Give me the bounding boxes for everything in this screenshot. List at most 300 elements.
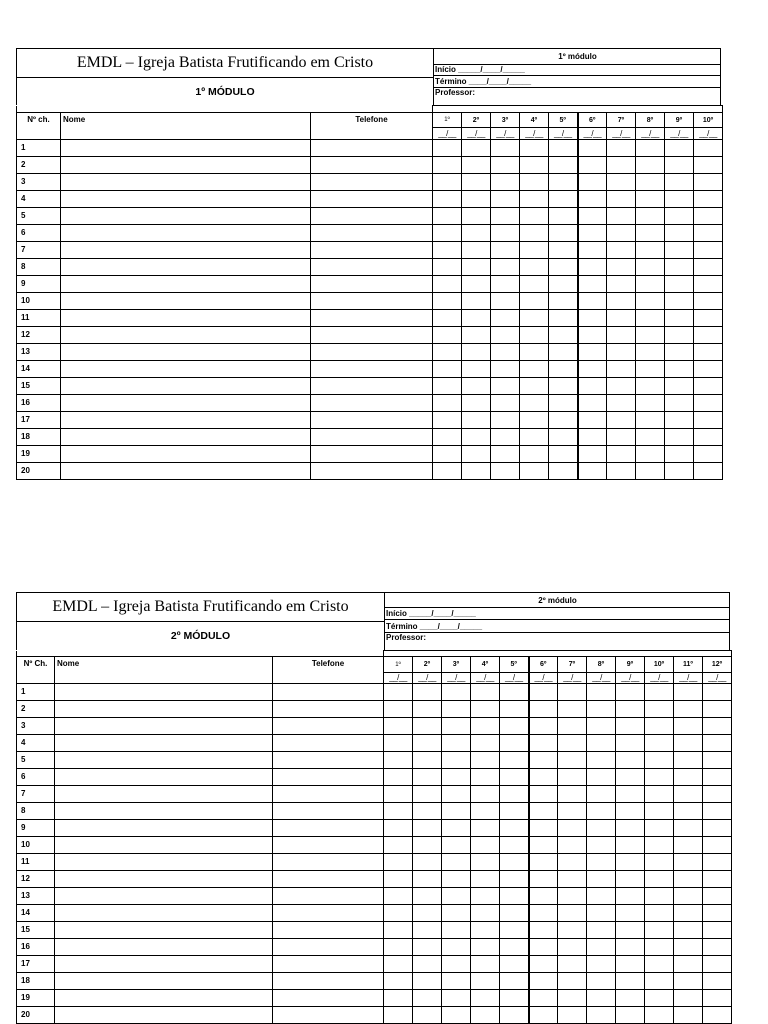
- attendance-cell[interactable]: [665, 293, 694, 310]
- attendance-cell[interactable]: [433, 191, 462, 208]
- lesson-date-field[interactable]: __/__: [665, 128, 694, 140]
- attendance-cell[interactable]: [529, 769, 558, 786]
- attendance-cell[interactable]: [529, 786, 558, 803]
- attendance-cell[interactable]: [703, 854, 732, 871]
- lesson-date-field[interactable]: __/__: [674, 673, 703, 684]
- attendance-cell[interactable]: [703, 684, 732, 701]
- attendance-cell[interactable]: [549, 378, 578, 395]
- student-phone-cell[interactable]: [311, 446, 433, 463]
- attendance-cell[interactable]: [462, 378, 491, 395]
- student-name-cell[interactable]: [61, 276, 311, 293]
- attendance-cell[interactable]: [529, 922, 558, 939]
- attendance-cell[interactable]: [645, 769, 674, 786]
- attendance-cell[interactable]: [674, 684, 703, 701]
- attendance-cell[interactable]: [578, 412, 607, 429]
- attendance-cell[interactable]: [462, 174, 491, 191]
- attendance-cell[interactable]: [500, 786, 529, 803]
- attendance-cell[interactable]: [500, 1007, 529, 1024]
- attendance-cell[interactable]: [607, 225, 636, 242]
- attendance-cell[interactable]: [703, 990, 732, 1007]
- attendance-cell[interactable]: [549, 259, 578, 276]
- attendance-cell[interactable]: [462, 361, 491, 378]
- attendance-cell[interactable]: [491, 276, 520, 293]
- attendance-cell[interactable]: [442, 905, 471, 922]
- attendance-cell[interactable]: [491, 140, 520, 157]
- attendance-cell[interactable]: [500, 718, 529, 735]
- attendance-cell[interactable]: [529, 956, 558, 973]
- attendance-cell[interactable]: [665, 140, 694, 157]
- attendance-cell[interactable]: [384, 837, 413, 854]
- student-name-cell[interactable]: [55, 803, 273, 820]
- attendance-cell[interactable]: [587, 718, 616, 735]
- attendance-cell[interactable]: [616, 939, 645, 956]
- attendance-cell[interactable]: [442, 871, 471, 888]
- attendance-cell[interactable]: [703, 973, 732, 990]
- attendance-cell[interactable]: [384, 803, 413, 820]
- attendance-cell[interactable]: [384, 769, 413, 786]
- attendance-cell[interactable]: [529, 854, 558, 871]
- attendance-cell[interactable]: [665, 276, 694, 293]
- attendance-cell[interactable]: [500, 803, 529, 820]
- attendance-cell[interactable]: [442, 888, 471, 905]
- attendance-cell[interactable]: [491, 344, 520, 361]
- attendance-cell[interactable]: [529, 888, 558, 905]
- student-name-cell[interactable]: [61, 157, 311, 174]
- student-name-cell[interactable]: [55, 820, 273, 837]
- student-name-cell[interactable]: [55, 854, 273, 871]
- attendance-cell[interactable]: [549, 242, 578, 259]
- attendance-cell[interactable]: [520, 429, 549, 446]
- attendance-cell[interactable]: [636, 395, 665, 412]
- attendance-cell[interactable]: [413, 769, 442, 786]
- attendance-cell[interactable]: [384, 718, 413, 735]
- attendance-cell[interactable]: [645, 922, 674, 939]
- student-name-cell[interactable]: [61, 378, 311, 395]
- attendance-cell[interactable]: [520, 174, 549, 191]
- attendance-cell[interactable]: [384, 1007, 413, 1024]
- lesson-date-field[interactable]: __/__: [703, 673, 732, 684]
- student-name-cell[interactable]: [55, 956, 273, 973]
- attendance-cell[interactable]: [529, 990, 558, 1007]
- lesson-date-field[interactable]: __/__: [578, 128, 607, 140]
- attendance-cell[interactable]: [549, 191, 578, 208]
- attendance-cell[interactable]: [665, 208, 694, 225]
- student-phone-cell[interactable]: [273, 973, 384, 990]
- attendance-cell[interactable]: [529, 701, 558, 718]
- attendance-cell[interactable]: [413, 803, 442, 820]
- attendance-cell[interactable]: [491, 412, 520, 429]
- attendance-cell[interactable]: [558, 684, 587, 701]
- student-phone-cell[interactable]: [311, 225, 433, 242]
- attendance-cell[interactable]: [442, 939, 471, 956]
- attendance-cell[interactable]: [433, 327, 462, 344]
- attendance-cell[interactable]: [587, 888, 616, 905]
- attendance-cell[interactable]: [607, 446, 636, 463]
- attendance-cell[interactable]: [471, 1007, 500, 1024]
- attendance-cell[interactable]: [587, 820, 616, 837]
- attendance-cell[interactable]: [462, 242, 491, 259]
- attendance-cell[interactable]: [587, 701, 616, 718]
- attendance-cell[interactable]: [491, 293, 520, 310]
- attendance-cell[interactable]: [500, 769, 529, 786]
- attendance-cell[interactable]: [520, 395, 549, 412]
- attendance-cell[interactable]: [520, 327, 549, 344]
- attendance-cell[interactable]: [616, 803, 645, 820]
- attendance-cell[interactable]: [413, 854, 442, 871]
- attendance-cell[interactable]: [433, 344, 462, 361]
- attendance-cell[interactable]: [471, 718, 500, 735]
- attendance-cell[interactable]: [694, 276, 723, 293]
- lesson-date-field[interactable]: __/__: [607, 128, 636, 140]
- attendance-cell[interactable]: [433, 310, 462, 327]
- attendance-cell[interactable]: [462, 310, 491, 327]
- attendance-cell[interactable]: [616, 905, 645, 922]
- attendance-cell[interactable]: [413, 752, 442, 769]
- attendance-cell[interactable]: [462, 293, 491, 310]
- attendance-cell[interactable]: [442, 786, 471, 803]
- attendance-cell[interactable]: [433, 242, 462, 259]
- attendance-cell[interactable]: [674, 973, 703, 990]
- attendance-cell[interactable]: [433, 463, 462, 480]
- attendance-cell[interactable]: [500, 905, 529, 922]
- student-phone-cell[interactable]: [273, 837, 384, 854]
- attendance-cell[interactable]: [471, 990, 500, 1007]
- attendance-cell[interactable]: [471, 837, 500, 854]
- attendance-cell[interactable]: [549, 463, 578, 480]
- attendance-cell[interactable]: [616, 871, 645, 888]
- attendance-cell[interactable]: [607, 208, 636, 225]
- attendance-cell[interactable]: [674, 786, 703, 803]
- attendance-cell[interactable]: [665, 429, 694, 446]
- attendance-cell[interactable]: [578, 174, 607, 191]
- student-phone-cell[interactable]: [273, 684, 384, 701]
- attendance-cell[interactable]: [636, 327, 665, 344]
- student-name-cell[interactable]: [55, 718, 273, 735]
- attendance-cell[interactable]: [520, 242, 549, 259]
- attendance-cell[interactable]: [549, 446, 578, 463]
- attendance-cell[interactable]: [413, 718, 442, 735]
- attendance-cell[interactable]: [384, 854, 413, 871]
- attendance-cell[interactable]: [703, 888, 732, 905]
- attendance-cell[interactable]: [694, 140, 723, 157]
- attendance-cell[interactable]: [694, 259, 723, 276]
- attendance-cell[interactable]: [665, 225, 694, 242]
- student-name-cell[interactable]: [55, 973, 273, 990]
- student-phone-cell[interactable]: [273, 735, 384, 752]
- attendance-cell[interactable]: [433, 293, 462, 310]
- student-name-cell[interactable]: [55, 888, 273, 905]
- student-phone-cell[interactable]: [273, 854, 384, 871]
- student-phone-cell[interactable]: [311, 344, 433, 361]
- attendance-cell[interactable]: [694, 344, 723, 361]
- attendance-cell[interactable]: [442, 1007, 471, 1024]
- attendance-cell[interactable]: [578, 276, 607, 293]
- attendance-cell[interactable]: [578, 208, 607, 225]
- student-phone-cell[interactable]: [273, 803, 384, 820]
- attendance-cell[interactable]: [703, 718, 732, 735]
- lesson-date-field[interactable]: __/__: [384, 673, 413, 684]
- attendance-cell[interactable]: [703, 786, 732, 803]
- student-name-cell[interactable]: [55, 922, 273, 939]
- attendance-cell[interactable]: [520, 157, 549, 174]
- student-phone-cell[interactable]: [273, 939, 384, 956]
- attendance-cell[interactable]: [616, 684, 645, 701]
- attendance-cell[interactable]: [529, 718, 558, 735]
- attendance-cell[interactable]: [529, 684, 558, 701]
- attendance-cell[interactable]: [645, 939, 674, 956]
- attendance-cell[interactable]: [703, 837, 732, 854]
- attendance-cell[interactable]: [674, 769, 703, 786]
- attendance-cell[interactable]: [578, 157, 607, 174]
- attendance-cell[interactable]: [645, 990, 674, 1007]
- attendance-cell[interactable]: [607, 259, 636, 276]
- attendance-cell[interactable]: [500, 837, 529, 854]
- attendance-cell[interactable]: [558, 786, 587, 803]
- attendance-cell[interactable]: [491, 446, 520, 463]
- attendance-cell[interactable]: [636, 140, 665, 157]
- attendance-cell[interactable]: [500, 990, 529, 1007]
- attendance-cell[interactable]: [558, 1007, 587, 1024]
- attendance-cell[interactable]: [578, 310, 607, 327]
- attendance-cell[interactable]: [645, 803, 674, 820]
- lesson-date-field[interactable]: __/__: [471, 673, 500, 684]
- attendance-cell[interactable]: [578, 463, 607, 480]
- attendance-cell[interactable]: [665, 242, 694, 259]
- attendance-cell[interactable]: [413, 735, 442, 752]
- attendance-cell[interactable]: [578, 429, 607, 446]
- attendance-cell[interactable]: [674, 837, 703, 854]
- student-phone-cell[interactable]: [273, 888, 384, 905]
- attendance-cell[interactable]: [645, 837, 674, 854]
- student-phone-cell[interactable]: [311, 191, 433, 208]
- attendance-cell[interactable]: [636, 293, 665, 310]
- attendance-cell[interactable]: [636, 259, 665, 276]
- attendance-cell[interactable]: [645, 888, 674, 905]
- attendance-cell[interactable]: [529, 1007, 558, 1024]
- attendance-cell[interactable]: [471, 922, 500, 939]
- attendance-cell[interactable]: [549, 157, 578, 174]
- attendance-cell[interactable]: [471, 956, 500, 973]
- attendance-cell[interactable]: [694, 429, 723, 446]
- attendance-cell[interactable]: [433, 259, 462, 276]
- attendance-cell[interactable]: [645, 854, 674, 871]
- attendance-cell[interactable]: [578, 259, 607, 276]
- attendance-cell[interactable]: [616, 735, 645, 752]
- student-name-cell[interactable]: [55, 684, 273, 701]
- attendance-cell[interactable]: [636, 225, 665, 242]
- attendance-cell[interactable]: [694, 378, 723, 395]
- attendance-cell[interactable]: [384, 701, 413, 718]
- attendance-cell[interactable]: [413, 888, 442, 905]
- attendance-cell[interactable]: [587, 786, 616, 803]
- attendance-cell[interactable]: [384, 939, 413, 956]
- lesson-date-field[interactable]: __/__: [462, 128, 491, 140]
- attendance-cell[interactable]: [442, 769, 471, 786]
- attendance-cell[interactable]: [616, 888, 645, 905]
- lesson-date-field[interactable]: __/__: [636, 128, 665, 140]
- attendance-cell[interactable]: [616, 752, 645, 769]
- attendance-cell[interactable]: [674, 752, 703, 769]
- student-name-cell[interactable]: [55, 905, 273, 922]
- attendance-cell[interactable]: [520, 378, 549, 395]
- attendance-cell[interactable]: [665, 395, 694, 412]
- attendance-cell[interactable]: [558, 871, 587, 888]
- student-name-cell[interactable]: [55, 837, 273, 854]
- attendance-cell[interactable]: [636, 276, 665, 293]
- attendance-cell[interactable]: [578, 225, 607, 242]
- attendance-cell[interactable]: [558, 718, 587, 735]
- attendance-cell[interactable]: [636, 174, 665, 191]
- attendance-cell[interactable]: [616, 769, 645, 786]
- attendance-cell[interactable]: [442, 718, 471, 735]
- attendance-cell[interactable]: [578, 140, 607, 157]
- attendance-cell[interactable]: [500, 871, 529, 888]
- attendance-cell[interactable]: [636, 378, 665, 395]
- attendance-cell[interactable]: [694, 412, 723, 429]
- attendance-cell[interactable]: [462, 327, 491, 344]
- attendance-cell[interactable]: [674, 956, 703, 973]
- attendance-cell[interactable]: [645, 684, 674, 701]
- student-phone-cell[interactable]: [311, 140, 433, 157]
- student-phone-cell[interactable]: [311, 208, 433, 225]
- student-name-cell[interactable]: [61, 242, 311, 259]
- attendance-cell[interactable]: [665, 412, 694, 429]
- attendance-cell[interactable]: [433, 276, 462, 293]
- attendance-cell[interactable]: [384, 905, 413, 922]
- attendance-cell[interactable]: [520, 259, 549, 276]
- attendance-cell[interactable]: [413, 922, 442, 939]
- attendance-cell[interactable]: [471, 684, 500, 701]
- attendance-cell[interactable]: [529, 871, 558, 888]
- attendance-cell[interactable]: [616, 956, 645, 973]
- attendance-cell[interactable]: [587, 922, 616, 939]
- attendance-cell[interactable]: [471, 939, 500, 956]
- attendance-cell[interactable]: [703, 769, 732, 786]
- attendance-cell[interactable]: [529, 939, 558, 956]
- attendance-cell[interactable]: [665, 191, 694, 208]
- attendance-cell[interactable]: [549, 293, 578, 310]
- attendance-cell[interactable]: [607, 191, 636, 208]
- attendance-cell[interactable]: [491, 259, 520, 276]
- start-date-field[interactable]: Início _____/____/_____: [434, 65, 720, 76]
- attendance-cell[interactable]: [500, 973, 529, 990]
- attendance-cell[interactable]: [529, 837, 558, 854]
- attendance-cell[interactable]: [462, 395, 491, 412]
- attendance-cell[interactable]: [665, 157, 694, 174]
- attendance-cell[interactable]: [578, 446, 607, 463]
- attendance-cell[interactable]: [607, 395, 636, 412]
- attendance-cell[interactable]: [558, 854, 587, 871]
- attendance-cell[interactable]: [433, 225, 462, 242]
- attendance-cell[interactable]: [587, 735, 616, 752]
- student-name-cell[interactable]: [55, 786, 273, 803]
- attendance-cell[interactable]: [587, 837, 616, 854]
- attendance-cell[interactable]: [578, 395, 607, 412]
- attendance-cell[interactable]: [462, 157, 491, 174]
- attendance-cell[interactable]: [587, 956, 616, 973]
- attendance-cell[interactable]: [529, 803, 558, 820]
- attendance-cell[interactable]: [636, 361, 665, 378]
- attendance-cell[interactable]: [694, 225, 723, 242]
- attendance-cell[interactable]: [587, 871, 616, 888]
- attendance-cell[interactable]: [384, 990, 413, 1007]
- attendance-cell[interactable]: [413, 973, 442, 990]
- attendance-cell[interactable]: [471, 973, 500, 990]
- attendance-cell[interactable]: [636, 208, 665, 225]
- attendance-cell[interactable]: [529, 752, 558, 769]
- student-name-cell[interactable]: [61, 327, 311, 344]
- attendance-cell[interactable]: [694, 395, 723, 412]
- attendance-cell[interactable]: [520, 446, 549, 463]
- attendance-cell[interactable]: [462, 276, 491, 293]
- attendance-cell[interactable]: [587, 803, 616, 820]
- lesson-date-field[interactable]: __/__: [558, 673, 587, 684]
- attendance-cell[interactable]: [442, 837, 471, 854]
- attendance-cell[interactable]: [674, 820, 703, 837]
- attendance-cell[interactable]: [520, 225, 549, 242]
- attendance-cell[interactable]: [703, 905, 732, 922]
- attendance-cell[interactable]: [645, 905, 674, 922]
- attendance-cell[interactable]: [665, 361, 694, 378]
- attendance-cell[interactable]: [520, 191, 549, 208]
- attendance-cell[interactable]: [413, 786, 442, 803]
- attendance-cell[interactable]: [674, 803, 703, 820]
- attendance-cell[interactable]: [413, 905, 442, 922]
- attendance-cell[interactable]: [442, 956, 471, 973]
- attendance-cell[interactable]: [384, 684, 413, 701]
- attendance-cell[interactable]: [578, 293, 607, 310]
- student-phone-cell[interactable]: [311, 174, 433, 191]
- attendance-cell[interactable]: [665, 310, 694, 327]
- attendance-cell[interactable]: [703, 752, 732, 769]
- attendance-cell[interactable]: [607, 157, 636, 174]
- attendance-cell[interactable]: [471, 786, 500, 803]
- attendance-cell[interactable]: [694, 157, 723, 174]
- teacher-field[interactable]: Professor:: [435, 88, 476, 97]
- attendance-cell[interactable]: [703, 735, 732, 752]
- student-name-cell[interactable]: [55, 735, 273, 752]
- attendance-cell[interactable]: [645, 735, 674, 752]
- attendance-cell[interactable]: [462, 344, 491, 361]
- attendance-cell[interactable]: [607, 327, 636, 344]
- student-name-cell[interactable]: [61, 395, 311, 412]
- student-phone-cell[interactable]: [311, 412, 433, 429]
- attendance-cell[interactable]: [491, 378, 520, 395]
- student-phone-cell[interactable]: [273, 990, 384, 1007]
- attendance-cell[interactable]: [578, 344, 607, 361]
- student-name-cell[interactable]: [55, 701, 273, 718]
- attendance-cell[interactable]: [558, 803, 587, 820]
- attendance-cell[interactable]: [462, 412, 491, 429]
- attendance-cell[interactable]: [587, 990, 616, 1007]
- student-phone-cell[interactable]: [273, 922, 384, 939]
- attendance-cell[interactable]: [471, 888, 500, 905]
- lesson-date-field[interactable]: __/__: [413, 673, 442, 684]
- student-name-cell[interactable]: [61, 446, 311, 463]
- attendance-cell[interactable]: [413, 684, 442, 701]
- lesson-date-field[interactable]: __/__: [694, 128, 723, 140]
- lesson-date-field[interactable]: __/__: [442, 673, 471, 684]
- attendance-cell[interactable]: [674, 1007, 703, 1024]
- attendance-cell[interactable]: [549, 344, 578, 361]
- attendance-cell[interactable]: [491, 310, 520, 327]
- attendance-cell[interactable]: [520, 344, 549, 361]
- attendance-cell[interactable]: [384, 735, 413, 752]
- teacher-field[interactable]: Professor:: [386, 633, 427, 642]
- student-name-cell[interactable]: [61, 344, 311, 361]
- attendance-cell[interactable]: [607, 174, 636, 191]
- attendance-cell[interactable]: [607, 242, 636, 259]
